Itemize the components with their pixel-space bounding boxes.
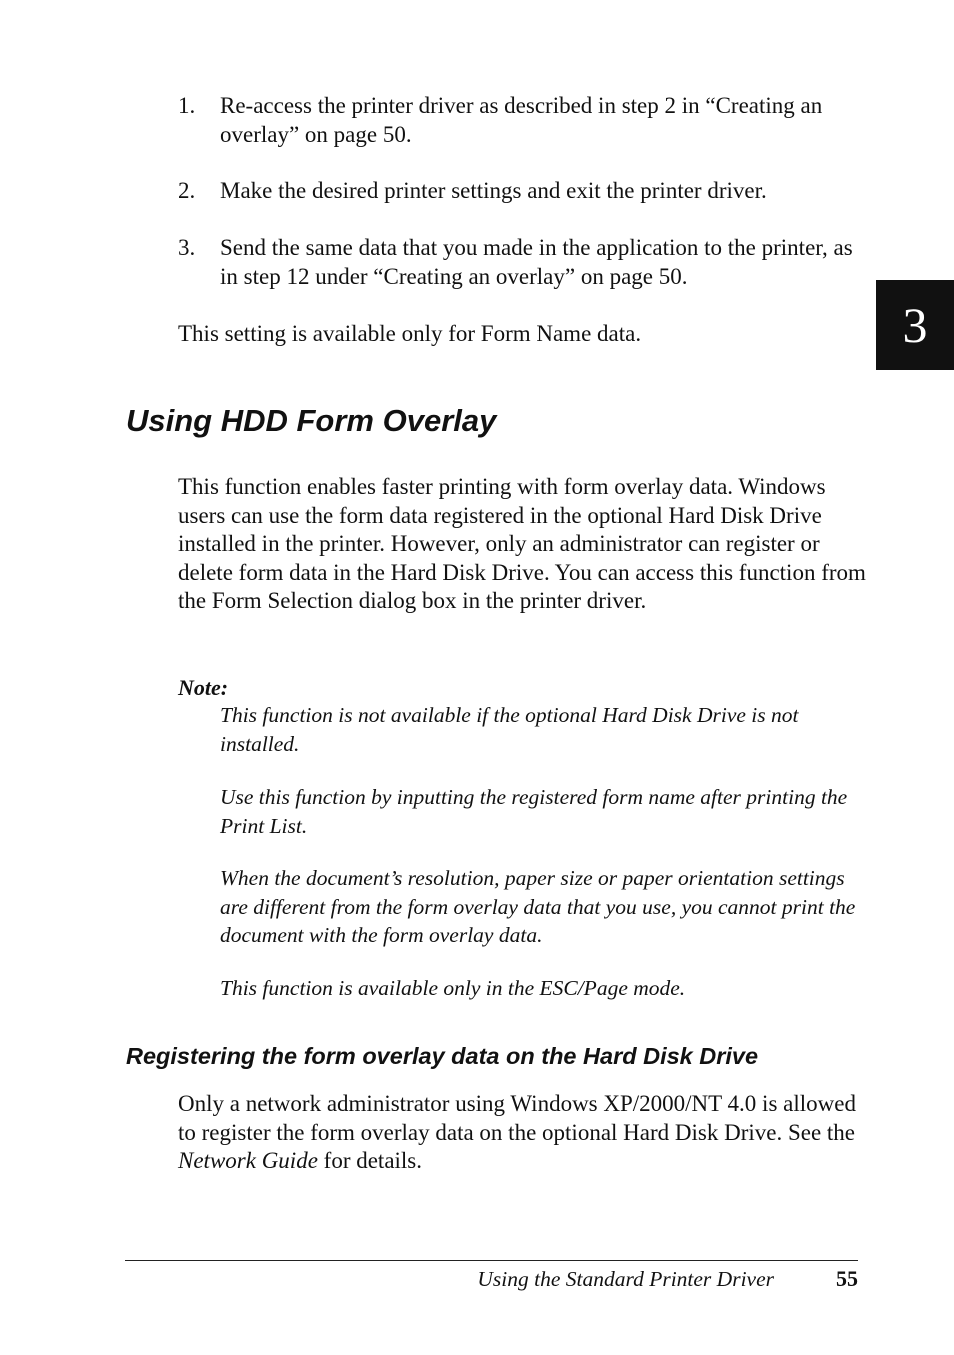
availability-paragraph: This setting is available only for Form Name data. — [178, 321, 642, 346]
footer-title: Using the Standard Printer Driver — [477, 1267, 774, 1291]
chapter-tab: 3 — [876, 280, 954, 370]
section-paragraph: This function enables faster printing with form overlay data. Windows users can use the form data registered in the optional Hard Disk Drive installed in the printer. However, only an administrator can register or delete form data in the Hard Disk Drive. You can access this function from the Form Selection dialog box in the printer driver. — [178, 474, 866, 613]
note-item: Use this function by inputting the registered form name after printing the Print List. — [220, 785, 848, 838]
subsection-paragraph — [178, 1090, 868, 1176]
list-number: 3. — [178, 235, 196, 260]
subsection-text-end: for details. — [317, 1148, 423, 1173]
list-number: 1. — [178, 93, 196, 118]
note-item: When the document’s resolution, paper size or paper orientation settings are different from the form overlay data that you use, you cannot print the document with the form overlay data. — [220, 866, 856, 947]
list-text: Send the same data that you made in the application to the printer, as in step 12 under “Creating an overlay” on page 50. — [220, 235, 853, 289]
footer-rule — [125, 1260, 858, 1261]
section-title: Using HDD Form Overlay — [126, 403, 497, 438]
network-guide-reference: Network Guide — [178, 1148, 318, 1173]
subsection-text: Only a network administrator using Windows XP/2000/NT 4.0 is allowed to register the form overlay data on the optional Hard Disk Drive. See the — [178, 1091, 856, 1145]
page-number: 55 — [836, 1266, 858, 1291]
note-label: Note: — [178, 675, 229, 700]
note-item: This function is available only in the ESC/Page mode. — [220, 976, 686, 1000]
list-number: 2. — [178, 178, 196, 203]
subsection-title: Registering the form overlay data on the Hard Disk Drive — [126, 1043, 759, 1069]
note-item: This function is not available if the optional Hard Disk Drive is not installed. — [220, 703, 799, 756]
list-text: Make the desired printer settings and exit the printer driver. — [220, 178, 767, 203]
list-text: Re-access the printer driver as described in step 2 in “Creating an overlay” on page 50. — [220, 93, 823, 147]
